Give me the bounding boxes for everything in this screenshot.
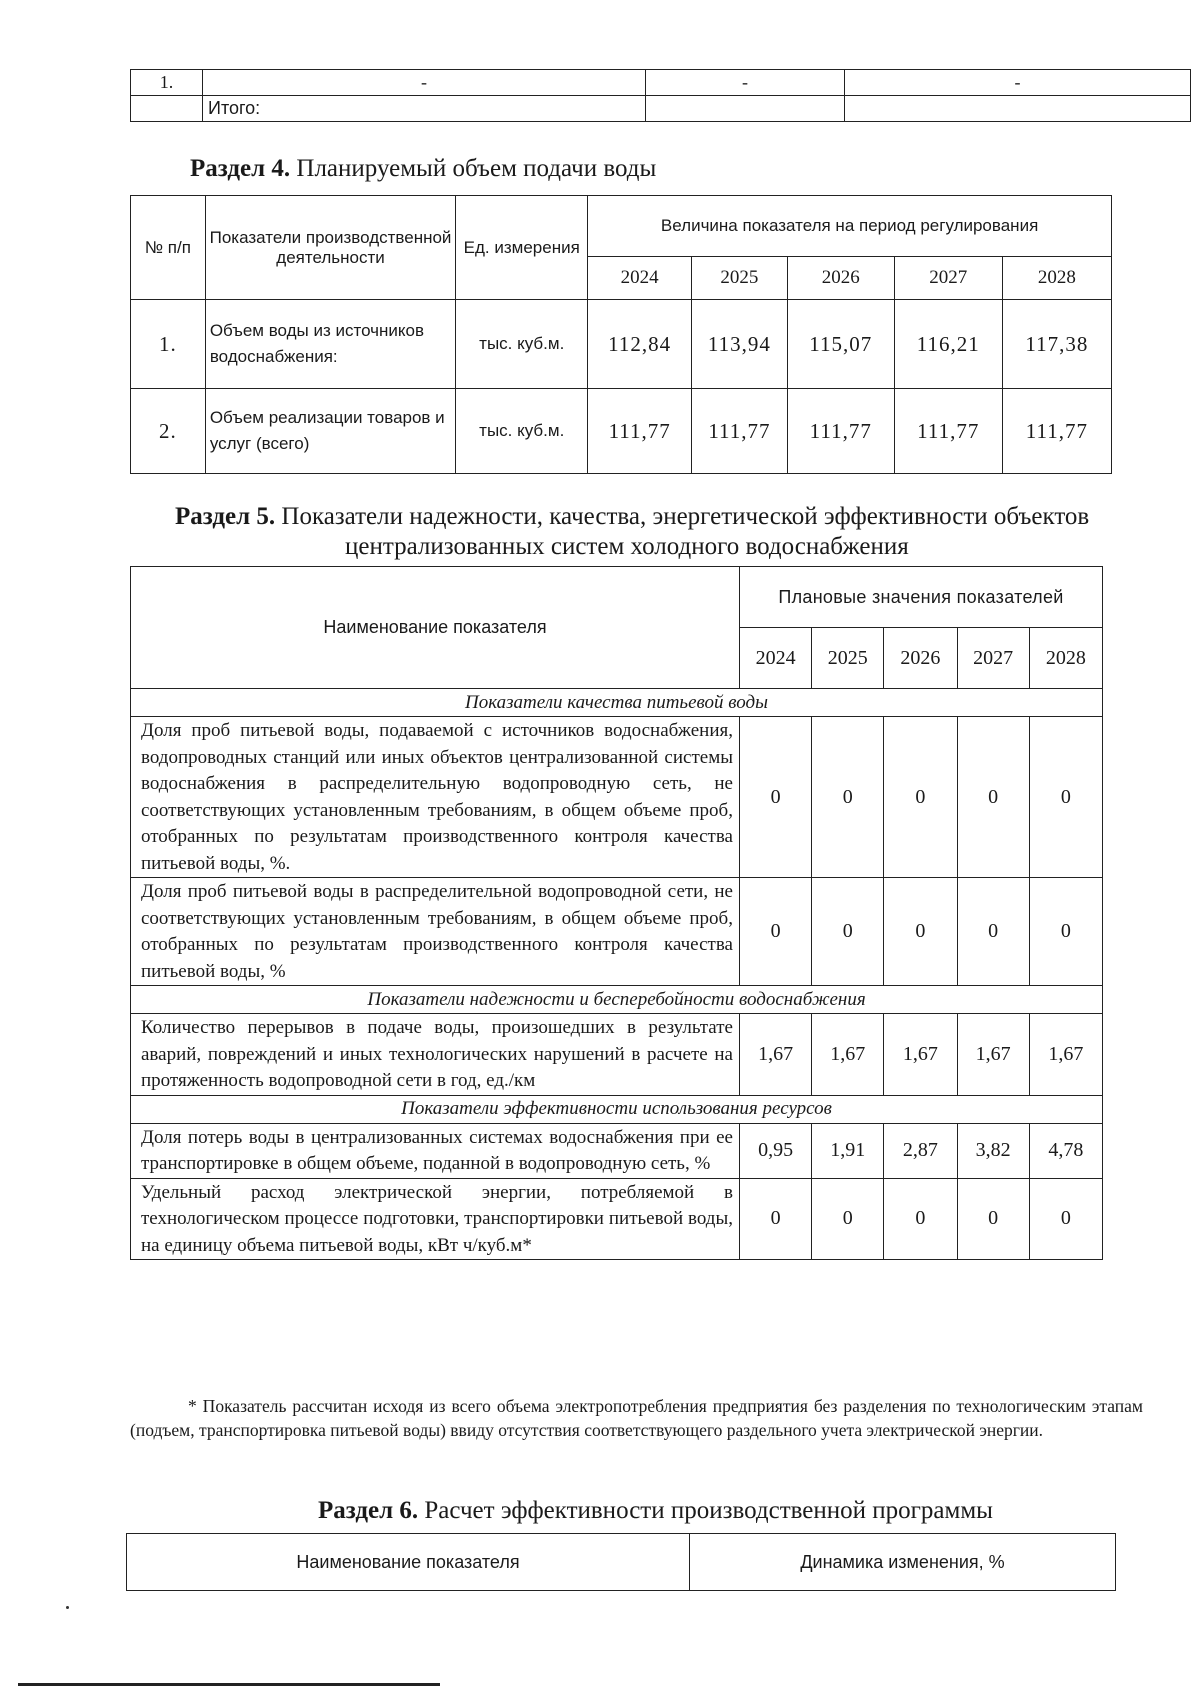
section5-title-line2: централизованных систем холодного водоснабжения <box>345 533 909 560</box>
value: 1,67 <box>812 1014 884 1096</box>
header-name: Наименование показателя <box>127 1534 690 1591</box>
year-2027: 2027 <box>957 628 1029 689</box>
value: 0 <box>812 1178 884 1260</box>
section5-title-rest: Показатели надежности, качества, энергетической эффективности объектов <box>275 503 1090 530</box>
table-row <box>131 1014 1103 1096</box>
header-unit: Ед. измерения <box>456 196 588 300</box>
value: 0 <box>739 717 811 878</box>
value: 111,77 <box>588 389 692 474</box>
year-2026: 2026 <box>884 628 957 689</box>
year-2026: 2026 <box>787 257 894 300</box>
category-title: Показатели эффективности использования ресурсов <box>131 1095 1103 1123</box>
year-2024: 2024 <box>739 628 811 689</box>
value: 3,82 <box>957 1123 1029 1178</box>
value: 0 <box>1029 878 1102 986</box>
value: 0 <box>884 717 957 878</box>
row-num <box>131 96 203 122</box>
section4-title-rest: Планируемый объем подачи воды <box>290 155 657 182</box>
value: 0 <box>957 717 1029 878</box>
section6-title-bold: Раздел 6. <box>318 1497 419 1524</box>
header-name: Наименование показателя <box>131 567 740 689</box>
section5-table <box>130 566 1103 1260</box>
value: 0 <box>957 878 1029 986</box>
cell: - <box>646 70 845 96</box>
indicator-name: Количество перерывов в подаче воды, произошедших в результате аварий, повреждений и иных технологических нарушений в расчете на протяженность водопроводной сети в год, ед./км <box>131 1014 740 1096</box>
value: 111,77 <box>894 389 1002 474</box>
value: 1,67 <box>739 1014 811 1096</box>
total-label: Итого: <box>203 96 646 122</box>
header-row <box>131 196 1112 257</box>
year-2025: 2025 <box>812 628 884 689</box>
cell: - <box>845 70 1191 96</box>
indicator-name: Удельный расход электрической энергии, потребляемой в технологическом процессе подготовки, транспортировки питьевой воды, на единицу объема питьевой воды, кВт ч/куб.м* <box>131 1178 740 1260</box>
category-row <box>131 986 1103 1014</box>
section4-table <box>130 195 1112 474</box>
header-indicator: Показатели производственной деятельности <box>205 196 455 300</box>
value: 0 <box>884 1178 957 1260</box>
scan-dot <box>66 1606 69 1609</box>
row-num: 1. <box>131 70 203 96</box>
value: 4,78 <box>1029 1123 1102 1178</box>
year-2028: 2028 <box>1002 257 1111 300</box>
table-row <box>131 300 1112 389</box>
value: 2,87 <box>884 1123 957 1178</box>
year-2028: 2028 <box>1029 628 1102 689</box>
table-row <box>131 96 1191 122</box>
row-name: Объем реализации товаров и услуг (всего) <box>205 389 455 474</box>
indicator-name: Доля потерь воды в централизованных системах водоснабжения при ее транспортировке в общем объеме, поданной в водопроводную сеть, % <box>131 1123 740 1178</box>
top-table <box>130 69 1191 122</box>
row-name: Объем воды из источников водоснабжения: <box>205 300 455 389</box>
value: 111,77 <box>1002 389 1111 474</box>
section6-title-rest: Расчет эффективности производственной программы <box>418 1497 993 1524</box>
table-row <box>131 1123 1103 1178</box>
section6-table <box>126 1533 1116 1591</box>
row-unit: тыс. куб.м. <box>456 300 588 389</box>
value: 0 <box>739 878 811 986</box>
category-title: Показатели качества питьевой воды <box>131 689 1103 717</box>
bottom-rule <box>18 1683 440 1686</box>
value: 117,38 <box>1002 300 1111 389</box>
value: 116,21 <box>894 300 1002 389</box>
header-num: № п/п <box>131 196 206 300</box>
cell <box>845 96 1191 122</box>
row-num: 2. <box>131 389 206 474</box>
value: 0 <box>884 878 957 986</box>
value: 115,07 <box>787 300 894 389</box>
header-row <box>131 567 1103 628</box>
value: 1,67 <box>1029 1014 1102 1096</box>
value: 112,84 <box>588 300 692 389</box>
section4-title-bold: Раздел 4. <box>190 155 291 182</box>
table-row <box>131 717 1103 878</box>
category-row <box>131 1095 1103 1123</box>
table-row <box>131 878 1103 986</box>
category-row <box>131 689 1103 717</box>
section5-title-bold: Раздел 5. <box>175 503 276 530</box>
table-row <box>131 389 1112 474</box>
value: 111,77 <box>787 389 894 474</box>
indicator-name: Доля проб питьевой воды в распределительной водопроводной сети, не соответствующих установленным требованиям, в общем объеме проб, отобранных по результатам производственного контроля качества питьевой воды, % <box>131 878 740 986</box>
value: 0 <box>1029 717 1102 878</box>
section6-title <box>318 1497 993 1525</box>
indicator-name: Доля проб питьевой воды, подаваемой с источников водоснабжения, водопроводных станций или иных объектов централизованной системы водоснабжения в распределительную водопроводную сеть, не соответствующих установленным требованиям, в общем объеме проб, отобранных по результатам производственного контроля качества питьевой воды, %. <box>131 717 740 878</box>
value: 1,91 <box>812 1123 884 1178</box>
value: 1,67 <box>884 1014 957 1096</box>
header-row <box>127 1534 1116 1591</box>
value: 0 <box>739 1178 811 1260</box>
footnote: * Показатель рассчитан исходя из всего объема электропотребления предприятия без разделения по технологическим этапам (подъем, транспортировка питьевой воды) ввиду отсутствия соответствующего раздельного учета электрической энергии. <box>130 1396 1143 1440</box>
header-period: Величина показателя на период регулирования <box>588 196 1112 257</box>
header-planned: Плановые значения показателей <box>739 567 1102 628</box>
row-num: 1. <box>131 300 206 389</box>
value: 111,77 <box>692 389 788 474</box>
table-row <box>131 1178 1103 1260</box>
category-title: Показатели надежности и бесперебойности водоснабжения <box>131 986 1103 1014</box>
value: 0 <box>957 1178 1029 1260</box>
value: 1,67 <box>957 1014 1029 1096</box>
cell: - <box>203 70 646 96</box>
header-dynamics: Динамика изменения, % <box>690 1534 1116 1591</box>
table-row <box>131 70 1191 96</box>
value: 0,95 <box>739 1123 811 1178</box>
value: 0 <box>812 717 884 878</box>
section4-title <box>190 155 656 183</box>
year-2027: 2027 <box>894 257 1002 300</box>
year-2024: 2024 <box>588 257 692 300</box>
section5-title-line1 <box>175 503 1089 531</box>
value: 0 <box>1029 1178 1102 1260</box>
cell <box>646 96 845 122</box>
value: 113,94 <box>692 300 788 389</box>
year-2025: 2025 <box>692 257 788 300</box>
row-unit: тыс. куб.м. <box>456 389 588 474</box>
value: 0 <box>812 878 884 986</box>
